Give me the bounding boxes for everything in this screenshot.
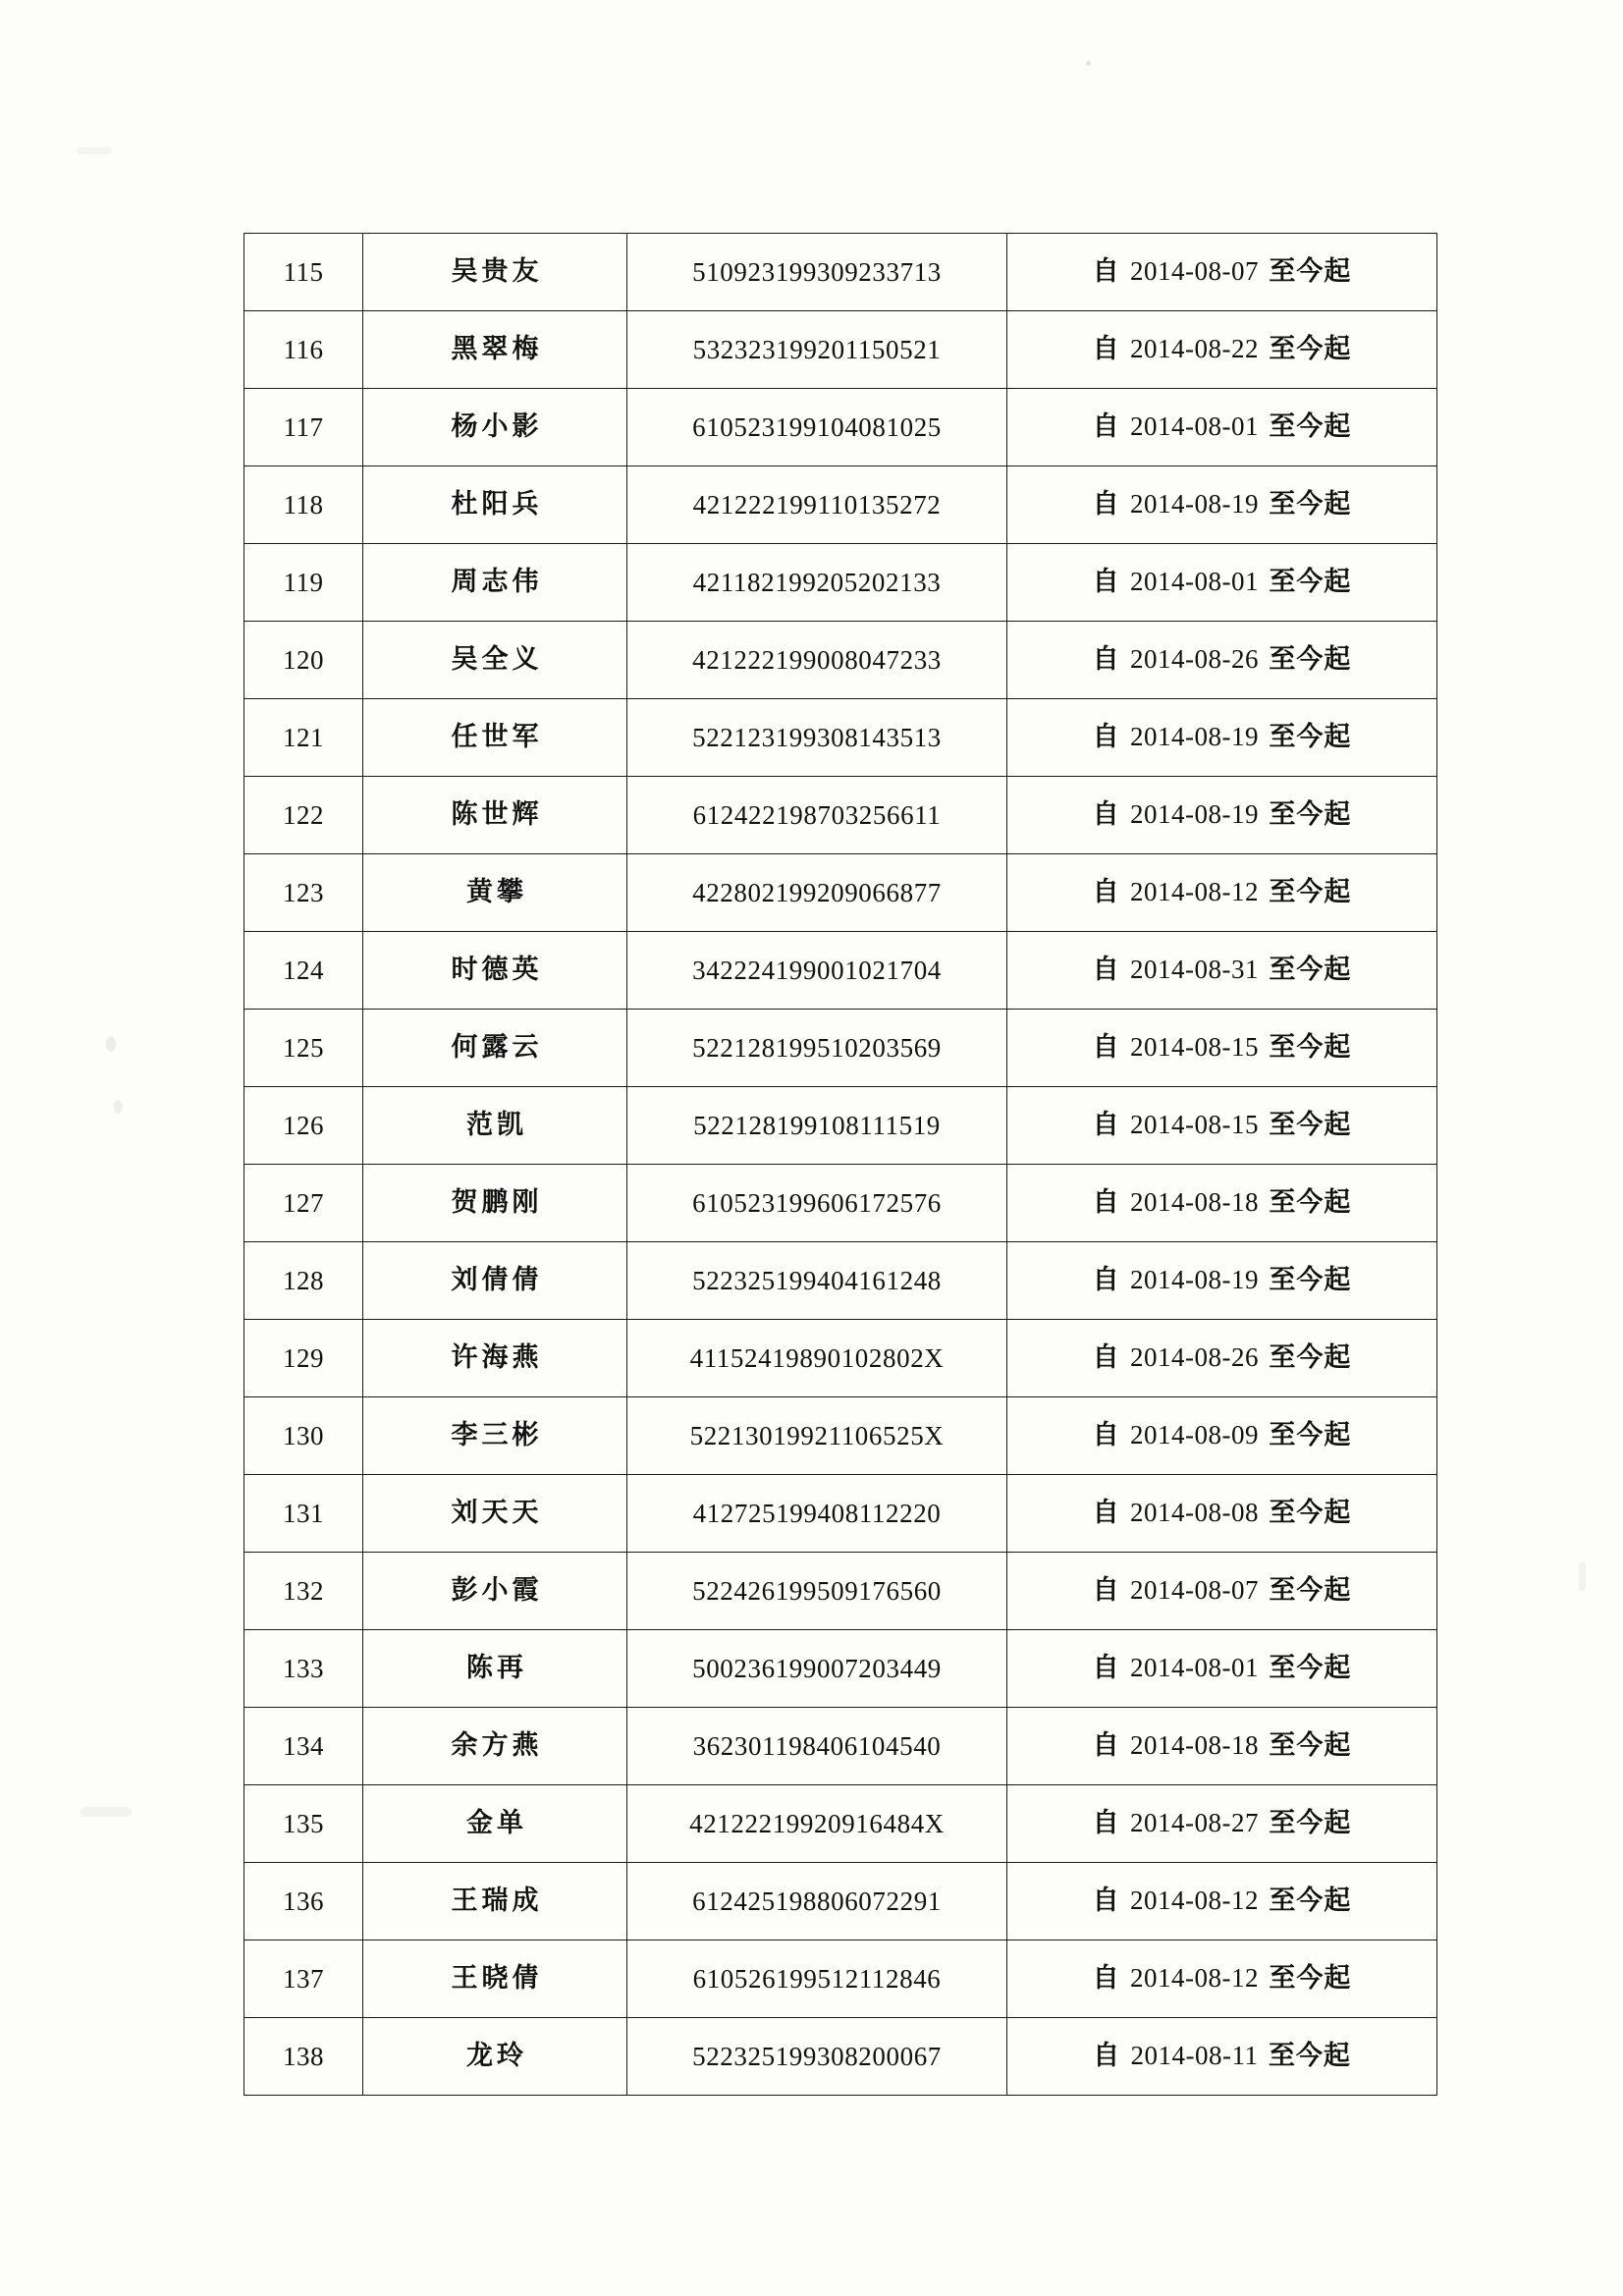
period-suffix: 至今起 — [1269, 1110, 1352, 1141]
period-start-date: 2014-08-01 — [1130, 411, 1259, 442]
cell-index: 129 — [244, 1320, 363, 1397]
cell-id-number: 532323199201150521 — [627, 311, 1007, 389]
cell-name: 吴贵友 — [363, 234, 627, 311]
table-row — [244, 1242, 1437, 1320]
table-row — [244, 1785, 1437, 1863]
period-start-date: 2014-08-11 — [1130, 2041, 1259, 2071]
period-suffix: 至今起 — [1269, 1342, 1352, 1374]
cell-id-number: 421222199008047233 — [627, 622, 1007, 699]
cell-index: 130 — [244, 1397, 363, 1475]
period-start-date: 2014-08-19 — [1130, 489, 1259, 519]
cell-id-number: 522128199510203569 — [627, 1010, 1007, 1087]
scan-artifact-speck — [81, 1807, 132, 1817]
records-table-body — [244, 234, 1437, 2096]
cell-name: 王晓倩 — [363, 1941, 627, 2018]
cell-period — [1007, 1320, 1437, 1397]
cell-id-number: 42122219920916484X — [627, 1785, 1007, 1863]
table-row — [244, 389, 1437, 466]
table-row — [244, 622, 1437, 699]
period-suffix: 至今起 — [1269, 1420, 1352, 1451]
period-suffix: 至今起 — [1269, 334, 1352, 365]
cell-index: 128 — [244, 1242, 363, 1320]
cell-index: 133 — [244, 1630, 363, 1708]
cell-name: 黑翠梅 — [363, 311, 627, 389]
cell-name: 陈世辉 — [363, 777, 627, 854]
table-row — [244, 1165, 1437, 1242]
table-row — [244, 1553, 1437, 1630]
cell-name: 龙玲 — [363, 2018, 627, 2096]
cell-id-number: 412725199408112220 — [627, 1475, 1007, 1553]
cell-id-number: 41152419890102802X — [627, 1320, 1007, 1397]
table-row — [244, 1087, 1437, 1165]
table-row — [244, 234, 1437, 311]
period-prefix: 自 — [1092, 1032, 1120, 1064]
cell-id-number: 522426199509176560 — [627, 1553, 1007, 1630]
cell-index: 138 — [244, 2018, 363, 2096]
cell-name: 彭小霞 — [363, 1553, 627, 1630]
cell-name: 时德英 — [363, 932, 627, 1010]
cell-period — [1007, 777, 1437, 854]
period-start-date: 2014-08-01 — [1130, 1653, 1259, 1683]
scan-artifact-speck — [1086, 61, 1091, 66]
cell-period — [1007, 1010, 1437, 1087]
cell-period — [1007, 1785, 1437, 1863]
table-row — [244, 699, 1437, 777]
cell-index: 117 — [244, 389, 363, 466]
period-prefix: 自 — [1092, 1187, 1120, 1219]
cell-name: 刘倩倩 — [363, 1242, 627, 1320]
period-suffix: 至今起 — [1269, 1730, 1352, 1762]
period-suffix: 至今起 — [1269, 1032, 1352, 1064]
cell-index: 137 — [244, 1941, 363, 2018]
cell-index: 123 — [244, 854, 363, 932]
cell-id-number: 610526199512112846 — [627, 1941, 1007, 2018]
cell-period — [1007, 1630, 1437, 1708]
records-table — [243, 233, 1437, 2096]
table-row — [244, 854, 1437, 932]
period-suffix: 至今起 — [1269, 1187, 1352, 1219]
cell-period — [1007, 1165, 1437, 1242]
cell-name: 刘天天 — [363, 1475, 627, 1553]
table-row — [244, 1397, 1437, 1475]
cell-id-number: 421222199110135272 — [627, 466, 1007, 544]
table-row — [244, 1941, 1437, 2018]
period-suffix: 至今起 — [1269, 1653, 1352, 1684]
cell-id-number: 500236199007203449 — [627, 1630, 1007, 1708]
table-row — [244, 1630, 1437, 1708]
cell-id-number: 612425198806072291 — [627, 1863, 1007, 1941]
cell-name: 周志伟 — [363, 544, 627, 622]
cell-id-number: 612422198703256611 — [627, 777, 1007, 854]
cell-period — [1007, 1087, 1437, 1165]
period-start-date: 2014-08-12 — [1130, 877, 1259, 907]
period-start-date: 2014-08-19 — [1130, 799, 1259, 830]
cell-id-number: 522325199404161248 — [627, 1242, 1007, 1320]
table-row — [244, 1708, 1437, 1785]
cell-index: 127 — [244, 1165, 363, 1242]
period-prefix: 自 — [1092, 1498, 1120, 1529]
cell-period — [1007, 699, 1437, 777]
table-row — [244, 544, 1437, 622]
period-prefix: 自 — [1092, 1886, 1120, 1917]
cell-id-number: 421182199205202133 — [627, 544, 1007, 622]
period-prefix: 自 — [1092, 1110, 1120, 1141]
table-row — [244, 777, 1437, 854]
table-row — [244, 466, 1437, 544]
cell-period — [1007, 1475, 1437, 1553]
period-start-date: 2014-08-07 — [1130, 1575, 1259, 1606]
cell-id-number: 422802199209066877 — [627, 854, 1007, 932]
cell-period — [1007, 1397, 1437, 1475]
cell-period — [1007, 311, 1437, 389]
period-prefix: 自 — [1092, 1265, 1120, 1296]
records-table-container — [243, 233, 1437, 2096]
period-prefix: 自 — [1092, 799, 1120, 831]
cell-period — [1007, 1941, 1437, 2018]
period-prefix: 自 — [1092, 644, 1120, 676]
cell-index: 119 — [244, 544, 363, 622]
period-suffix: 至今起 — [1269, 567, 1352, 598]
period-suffix: 至今起 — [1269, 644, 1352, 676]
period-start-date: 2014-08-26 — [1130, 644, 1259, 675]
period-prefix: 自 — [1092, 1808, 1120, 1839]
cell-period — [1007, 2018, 1437, 2096]
table-row — [244, 1010, 1437, 1087]
period-suffix: 至今起 — [1269, 1808, 1352, 1839]
cell-period — [1007, 1242, 1437, 1320]
period-prefix: 自 — [1092, 1653, 1120, 1684]
table-row — [244, 1863, 1437, 1941]
cell-period — [1007, 389, 1437, 466]
period-start-date: 2014-08-09 — [1130, 1420, 1259, 1450]
cell-period — [1007, 1708, 1437, 1785]
cell-period — [1007, 932, 1437, 1010]
cell-name: 吴全义 — [363, 622, 627, 699]
scan-artifact-speck — [106, 1036, 116, 1052]
cell-name: 贺鹏刚 — [363, 1165, 627, 1242]
period-prefix: 自 — [1093, 2041, 1121, 2072]
cell-period — [1007, 466, 1437, 544]
cell-index: 122 — [244, 777, 363, 854]
period-prefix: 自 — [1092, 256, 1120, 288]
period-suffix: 至今起 — [1269, 489, 1352, 520]
period-prefix: 自 — [1092, 1342, 1120, 1374]
table-row — [244, 932, 1437, 1010]
cell-name: 许海燕 — [363, 1320, 627, 1397]
cell-id-number: 52213019921106525X — [627, 1397, 1007, 1475]
scan-artifact-speck — [114, 1100, 123, 1114]
period-prefix: 自 — [1092, 1575, 1120, 1607]
period-prefix: 自 — [1092, 1963, 1120, 1995]
cell-index: 115 — [244, 234, 363, 311]
table-row — [244, 2018, 1437, 2096]
cell-name: 何露云 — [363, 1010, 627, 1087]
cell-index: 124 — [244, 932, 363, 1010]
cell-period — [1007, 622, 1437, 699]
cell-name: 黄攀 — [363, 854, 627, 932]
period-suffix: 至今起 — [1269, 411, 1352, 443]
period-prefix: 自 — [1092, 955, 1120, 986]
table-row — [244, 311, 1437, 389]
period-suffix: 至今起 — [1269, 1575, 1352, 1607]
cell-id-number: 510923199309233713 — [627, 234, 1007, 311]
period-prefix: 自 — [1092, 567, 1120, 598]
cell-name: 范凯 — [363, 1087, 627, 1165]
period-start-date: 2014-08-19 — [1130, 1265, 1259, 1295]
period-suffix: 至今起 — [1269, 877, 1352, 908]
period-suffix: 至今起 — [1269, 1963, 1352, 1995]
cell-period — [1007, 234, 1437, 311]
cell-name: 任世军 — [363, 699, 627, 777]
period-start-date: 2014-08-18 — [1130, 1187, 1259, 1218]
cell-id-number: 522325199308200067 — [627, 2018, 1007, 2096]
cell-period — [1007, 1863, 1437, 1941]
period-start-date: 2014-08-26 — [1130, 1342, 1259, 1373]
period-start-date: 2014-08-31 — [1130, 955, 1259, 985]
cell-name: 王瑞成 — [363, 1863, 627, 1941]
cell-index: 118 — [244, 466, 363, 544]
period-suffix: 至今起 — [1268, 2041, 1351, 2072]
period-suffix: 至今起 — [1269, 1886, 1352, 1917]
cell-name: 杨小影 — [363, 389, 627, 466]
cell-index: 125 — [244, 1010, 363, 1087]
period-suffix: 至今起 — [1269, 1498, 1352, 1529]
scan-artifact-speck — [1579, 1561, 1586, 1591]
cell-name: 陈再 — [363, 1630, 627, 1708]
cell-index: 120 — [244, 622, 363, 699]
cell-id-number: 522123199308143513 — [627, 699, 1007, 777]
cell-period — [1007, 854, 1437, 932]
cell-index: 116 — [244, 311, 363, 389]
cell-period — [1007, 1553, 1437, 1630]
cell-id-number: 610523199606172576 — [627, 1165, 1007, 1242]
period-prefix: 自 — [1092, 411, 1120, 443]
cell-index: 135 — [244, 1785, 363, 1863]
period-suffix: 至今起 — [1269, 955, 1352, 986]
cell-name: 李三彬 — [363, 1397, 627, 1475]
period-start-date: 2014-08-07 — [1130, 256, 1259, 287]
cell-name: 杜阳兵 — [363, 466, 627, 544]
table-row — [244, 1475, 1437, 1553]
period-start-date: 2014-08-19 — [1130, 722, 1259, 752]
cell-index: 136 — [244, 1863, 363, 1941]
scan-artifact-speck — [77, 147, 112, 154]
period-start-date: 2014-08-27 — [1130, 1808, 1259, 1838]
period-prefix: 自 — [1092, 334, 1120, 365]
cell-index: 126 — [244, 1087, 363, 1165]
period-start-date: 2014-08-15 — [1130, 1032, 1259, 1063]
cell-index: 121 — [244, 699, 363, 777]
period-start-date: 2014-08-12 — [1130, 1886, 1259, 1916]
cell-index: 132 — [244, 1553, 363, 1630]
period-suffix: 至今起 — [1269, 1265, 1352, 1296]
period-start-date: 2014-08-12 — [1130, 1963, 1259, 1994]
period-start-date: 2014-08-15 — [1130, 1110, 1259, 1140]
cell-id-number: 610523199104081025 — [627, 389, 1007, 466]
cell-name: 余方燕 — [363, 1708, 627, 1785]
period-suffix: 至今起 — [1269, 256, 1352, 288]
period-prefix: 自 — [1092, 877, 1120, 908]
period-start-date: 2014-08-08 — [1130, 1498, 1259, 1528]
cell-id-number: 342224199001021704 — [627, 932, 1007, 1010]
cell-period — [1007, 544, 1437, 622]
cell-index: 134 — [244, 1708, 363, 1785]
period-start-date: 2014-08-01 — [1130, 567, 1259, 597]
period-prefix: 自 — [1092, 1420, 1120, 1451]
period-prefix: 自 — [1092, 1730, 1120, 1762]
period-prefix: 自 — [1092, 489, 1120, 520]
period-suffix: 至今起 — [1269, 799, 1352, 831]
period-start-date: 2014-08-18 — [1130, 1730, 1259, 1761]
cell-id-number: 522128199108111519 — [627, 1087, 1007, 1165]
period-suffix: 至今起 — [1269, 722, 1352, 753]
table-row — [244, 1320, 1437, 1397]
cell-id-number: 362301198406104540 — [627, 1708, 1007, 1785]
period-start-date: 2014-08-22 — [1130, 334, 1259, 364]
period-prefix: 自 — [1092, 722, 1120, 753]
cell-name: 金单 — [363, 1785, 627, 1863]
cell-index: 131 — [244, 1475, 363, 1553]
